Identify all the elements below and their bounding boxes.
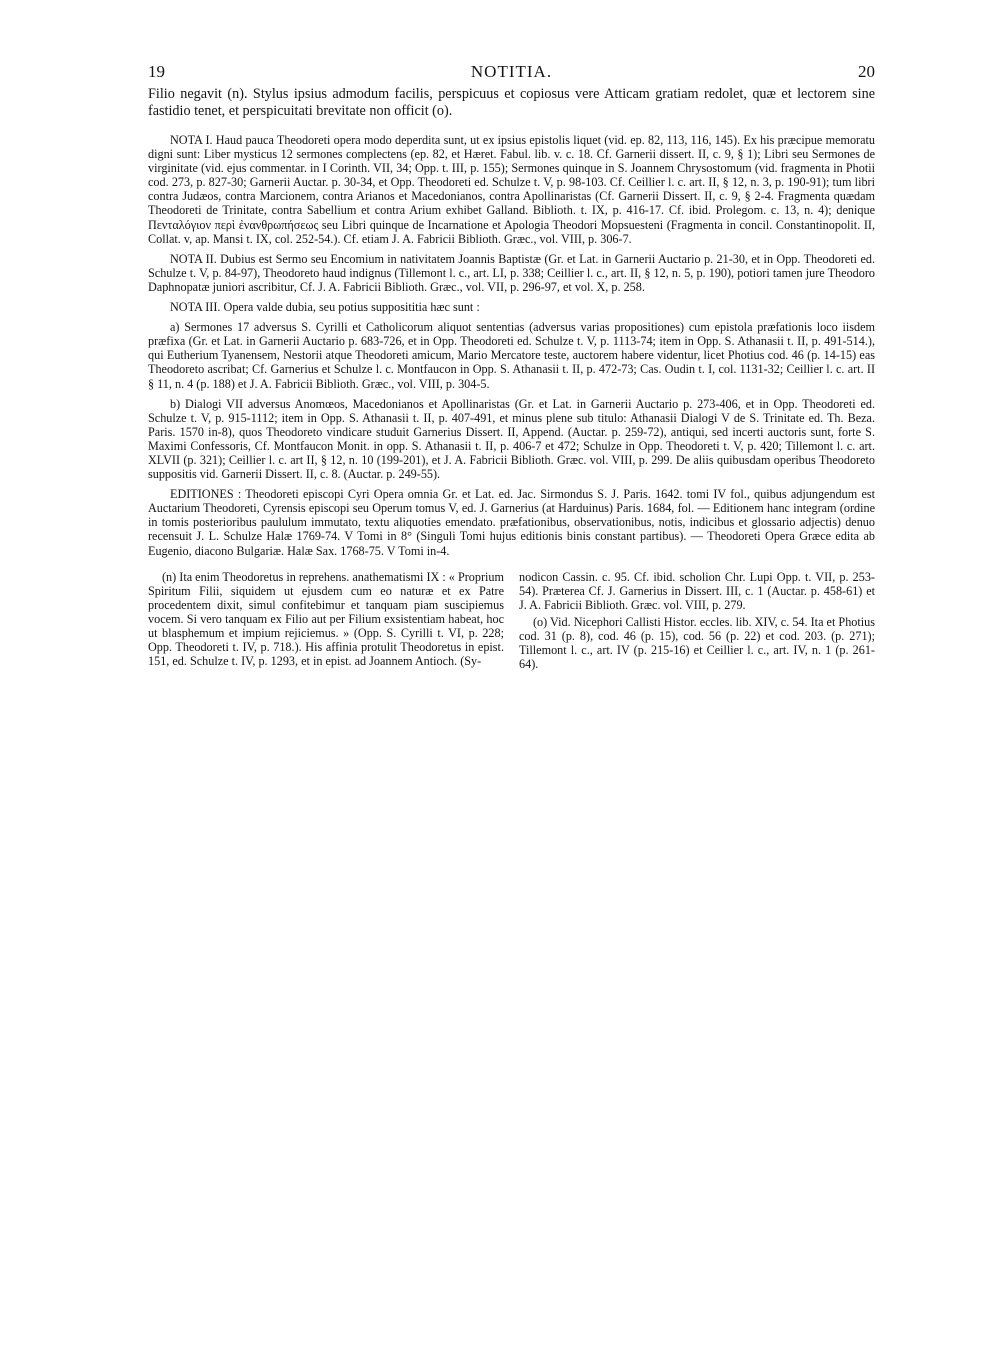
page-number-right: 20 <box>857 62 875 81</box>
footnotes-right-column <box>519 570 875 675</box>
page-number-left: 19 <box>148 62 165 81</box>
footnote-o: (o) Vid. Nicephori Callisti Histor. eccles. lib. XIV, c. 54. Ita et Photius cod. 31 (p. 8), cod. 46 (p. 15), cod. 56 (p. 22) et cod. 203. (p. 271); Tillemont l. c., art. IV (p. 215-16) et Ceillier l. c., art. IV, n. 1 (p. 261-64). <box>519 614 875 672</box>
book-page <box>148 62 875 674</box>
intro-paragraph: Filio negavit (n). Stylus ipsius admodum facilis, perspicuus et copiosus vere Atticam gratiam redolet, quæ et lectorem sine fastidio tenet, et perspicuitati brevitate non officit (o). <box>148 86 875 119</box>
footnotes <box>148 570 875 675</box>
running-header <box>148 62 875 86</box>
nota-3-item-a: a) Sermones 17 adversus S. Cyrilli et Catholicorum aliquot sententias (adversus varias propositiones) cum epistola præfationis loco iisdem præfixa (Gr. et Lat. in Garnerii Auctario p. 683-726, et in Opp. Theodoreti ed. Schulze t. V, p. 1113-74; item in Opp. S. Athanasii t. II, p. 491-514.), qui Eutherium Tyanensem, Nestorii atque Theodoreti amicum, Mario Mercatore teste, auctorem habere videntur, licet Photius cod. 46 (p. 14-15) eas Theodoreto ascribat; Cf. Garnerius et Schulze l. c. Montfaucon in Opp. S. Athanasii t. II, p. 472-73; Cas. Oudin t. I, col. 1131-32; Ceillier l. c. art. II § 11, n. 4 (p. 188) et J. A. Fabricii Biblioth. Græc., vol. VIII, p. 304-5. <box>148 320 875 391</box>
footnotes-left-column <box>148 570 504 675</box>
nota-1: NOTA I. Haud pauca Theodoreti opera modo deperdita sunt, ut ex ipsius epistolis liquet (vid. ep. 82, 113, 116, 145). Ex his præcipue memoratu digni sunt: Liber mysticus 12 sermones complectens (ep. 82, et Hæret. Fabul. lib. v. c. 18. Cf. Garnerii dissert. II, c. 9, § 1); Libri seu Sermones de virginitate (vid. ejus commentar. in I Corinth. VII, 34; Opp. t. III, p. 155); Sermones quinque in S. Joannem Chrysostomum (vid. fragmenta in Photii cod. 273, p. 827-30; Garnerii Auctar. p. 30-34, et Opp. Theodoreti ed. Schulze t. V, p. 98-103. Cf. Ceillier l. c. art. II, § 12, n. 3, p. 190-91); tum libri contra Judæos, contra Marcionem, contra Arianos et Macedonianos, contra Apollinaristas (Cf. Garnerii Dissert. II, c. 9, § 2-4. Fragmenta quædam Theodoreti de Trinitate, contra Sabellium et contra Arium exhibet Galland. Biblioth. t. IX, p. 416-17. Cf. ibid. Prolegom. c. 13, n. 4); denique Πενταλόγιον περὶ ἐνανθρωπήσεως seu Libri quinque de Incarnatione et Apologia Theodori Mopsuesteni (Fragmenta in concil. Constantinopolit. II, Collat. v, ap. Mansi t. IX, col. 252-54.). Cf. etiam J. A. Fabricii Biblioth. Græc., vol. VIII, p. 306-7. <box>148 133 875 246</box>
nota-2: NOTA II. Dubius est Sermo seu Encomium in nativitatem Joannis Baptistæ (Gr. et Lat. in Garnerii Auctario p. 21-30, et in Opp. Theodoreti ed. Schulze t. V, p. 84-97), Theodoreto haud indignus (Tillemont l. c., art. LI, p. 338; Ceillier l. c., art. II, § 12, n. 5, p. 190), potiori tamen jure Theodoro Daphnopatæ juniori ascribitur, Cf. J. A. Fabricii Biblioth. Græc., vol. VII, p. 296-97, et vol. X, p. 258. <box>148 251 875 294</box>
running-title: NOTITIA. <box>470 62 553 81</box>
footnote-n: (n) Ita enim Theodoretus in reprehens. anathematismi IX : « Proprium Spiritum Filii, siquidem ut ejusdem cum eo naturæ et ex Patre procedentem dixit, simul confitebimur et tanquam piam suscipiemus vocem. Si vero tanquam ex Filio aut per Filium exsistentiam habeat, hoc ut blasphemum et impium rejiciemus. » (Opp. S. Cyrilli t. VI, p. 228; Opp. Theodoreti t. IV, p. 718.). His affinia protulit Theodoretus in epist. 151, ed. Schulze t. IV, p. 1293, et in epist. ad Joannem Antioch. (Sy- <box>148 569 504 669</box>
nota-3-item-b: b) Dialogi VII adversus Anomœos, Macedonianos et Apollinaristas (Gr. et Lat. in Garnerii Auctario p. 273-406, et in Opp. Theodoreti ed. Schulze t. V, p. 915-1112; item in Opp. S. Athanasii t. II, p. 407-491, et minus plene sub titulo: Athanasii Dialogi V de S. Trinitate ed. Th. Beza. Paris. 1570 in-8), quos Theodoreto vindicare studuit Garnerius Dissert. II, Append. (Auctar. p. 259-72), antiqui, sed incerti auctoris sunt, forte S. Maximi Confessoris, Cf. Montfaucon Monit. in opp. S. Athanasii t. II, p. 406-7 et 472; Schulze in Opp. Theodoreti t. V, p. 420; Tillemont l. c. art. XLVII (p. 321); Ceillier l. c. art II, § 12, n. 10 (199-201), et J. A. Fabricii Biblioth. Græc. vol. VIII, p. 299. De aliis quibusdam operibus Theodoreto suppositis vid. Garnerii Dissert. II, c. 8. (Auctar. p. 249-55). <box>148 396 875 482</box>
nota-3: NOTA III. Opera valde dubia, seu potius supposititia hæc sunt : <box>170 300 480 315</box>
footnote-n-continued: nodicon Cassin. c. 95. Cf. ibid. scholion Chr. Lupi Opp. t. VII, p. 253-54). Præterea Cf. J. Garnerius in Dissert. III, c. 1 (Auctar. p. 458-61) et J. A. Fabricii Biblioth. Græc. vol. VIII, p. 279. <box>519 569 875 612</box>
editiones-paragraph: EDITIONES : Theodoreti episcopi Cyri Opera omnia Gr. et Lat. ed. Jac. Sirmondus S. J. Paris. 1642. tomi IV fol., quibus adjungendum est Auctarium Theodoreti, Cyrensis episcopi seu Operum tomus V, ed. J. Garnerius (at Harduinus) Paris. 1684, fol. — Editionem hanc integram (ordine in tomis posterioribus paululum immutato, textu aliquoties emendato. præfationibus, observationibus, notis, indicibus et glossario adjectis) denuo recensuit J. L. Schulze Halæ 1769-74. V Tomi in 8° (Singuli Tomi hujus editionis binis constant partibus). — Theodoreti Opera Græce edita ab Eugenio, diacono Bulgariæ. Halæ Sax. 1768-75. V Tomi in-4. <box>148 487 875 558</box>
